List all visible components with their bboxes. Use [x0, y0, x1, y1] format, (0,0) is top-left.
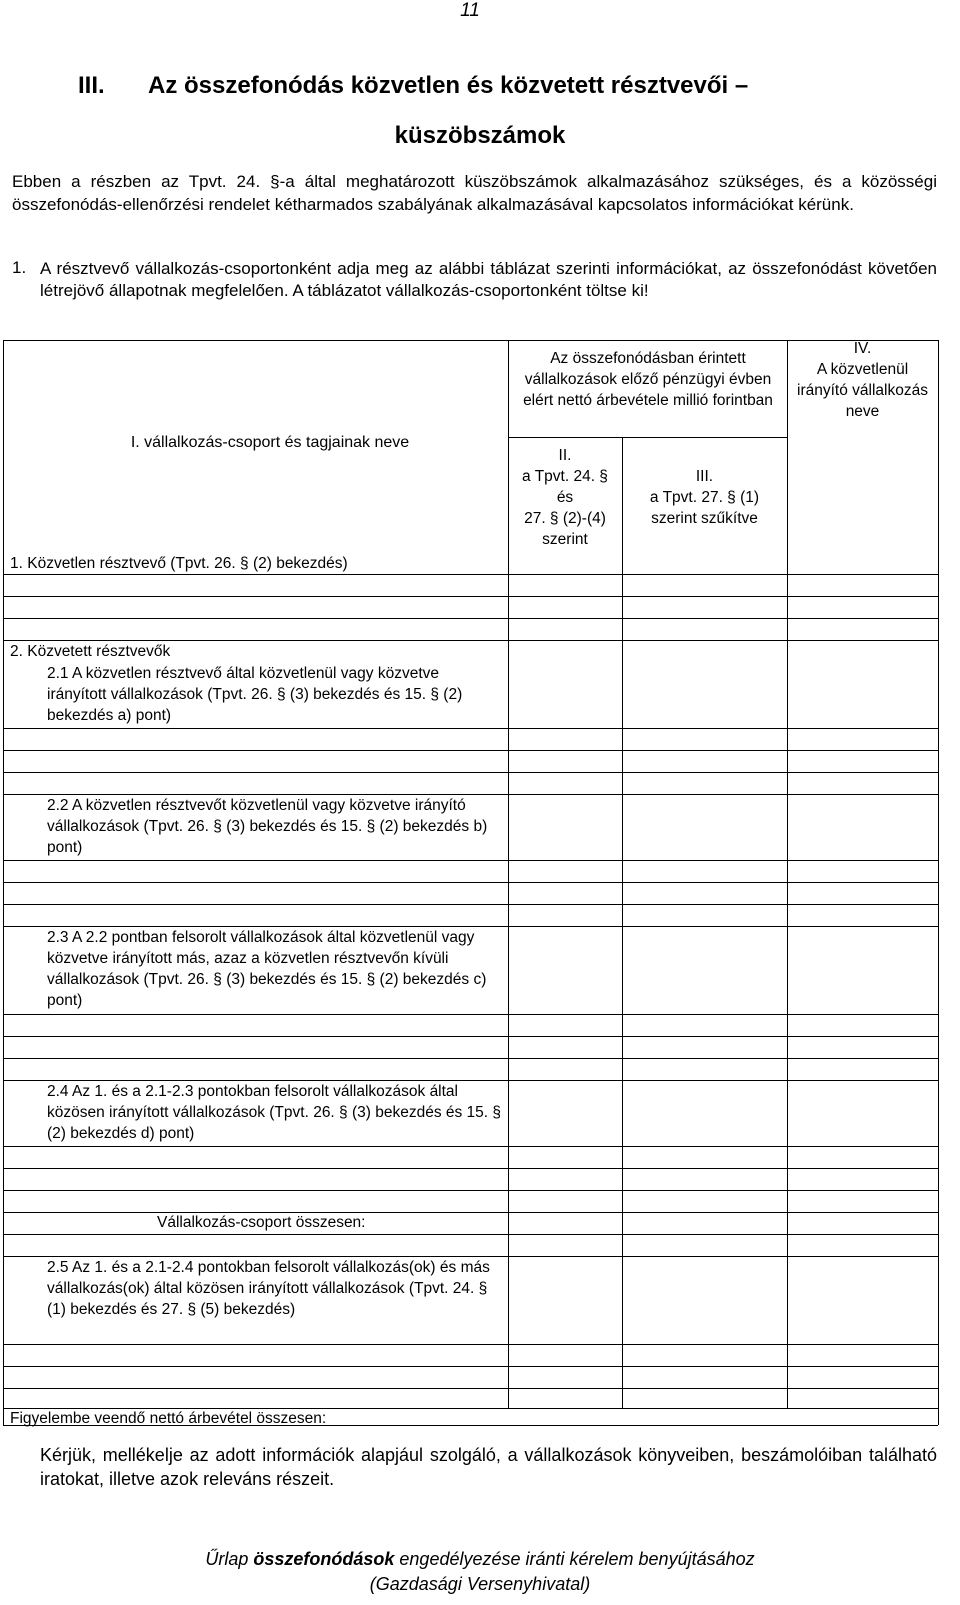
section-number: III.	[78, 72, 105, 99]
footer-line1	[0, 1547, 960, 1571]
question-number: 1.	[12, 258, 27, 277]
row-2-4: 2.4 Az 1. és a 2.1-2.3 pontokban felsorolt vállalkozások által közösen irányított vállalkozások (Tpvt. 26. § (3) bekezdés és 15. § (2) bekezdés d) pont)	[47, 1083, 502, 1142]
row-2-2: 2.2 A közvetlen résztvevőt közvetlenül vagy közvetve irányító vállalkozások (Tpvt. 26. § (3) bekezdés és 15. § (2) bekezdés b) pont)	[47, 797, 488, 856]
footer-prefix: Űrlap	[205, 1549, 254, 1569]
section-title: Az összefonódás közvetlen és közvetett résztvevői –	[148, 72, 749, 99]
row-2-1: 2.1 A közvetlen résztvevő által közvetlenül vagy közvetve irányított vállalkozások (Tpvt. 26. § (3) bekezdés és 15. § (2) bekezdés a) pont)	[47, 665, 463, 724]
page-number: 11	[460, 0, 480, 21]
group-total-label: Vállalkozás-csoport összesen:	[157, 1214, 366, 1231]
attachment-note: Kérjük, mellékelje az adott információk alapjául szolgáló, a vállalkozások könyveiben, beszámolóiban található iratokat, illetve azok releváns részeit.	[40, 1445, 937, 1489]
question-text: A résztvevő vállalkozás-csoportonként adja meg az alábbi táblázat szerinti információkat, az összefonódást követően létrejövő állapotnak megfelelően. A táblázatot vállalkozás-csoportonként töltse ki!	[40, 259, 937, 300]
row-2-3: 2.3 A 2.2 pontban felsorolt vállalkozások által közvetlenül vagy közvetve irányított más, azaz a közvetlen résztvevőn kívüli vállalkozások (Tpvt. 26. § (3) bekezdés és 15. § (2) bekezdés c) pont)	[47, 929, 487, 1009]
footer-bold: összefonódások	[253, 1549, 395, 1569]
revenue-header: Az összefonódásban érintett vállalkozások előző pénzügyi évben elért nettó árbevétele millió forintban	[523, 350, 773, 409]
grand-total-label: Figyelembe veendő nettó árbevétel összesen:	[10, 1410, 327, 1427]
intro-paragraph: Ebben a részben az Tpvt. 24. §-a által meghatározott küszöbszámok alkalmazásához szükséges, és a közösségi összefonódás-ellenőrzési rendelet kétharmados szabályának alkalmazásával kapcsolatos információkat kérünk.	[12, 172, 937, 214]
col2-header: II. a Tpvt. 24. § és 27. § (2)-(4) szerint	[522, 447, 608, 548]
col4-header: IV. A közvetlenül irányító vállalkozás neve	[797, 340, 928, 420]
row-direct-participant: 1. Közvetlen résztvevő (Tpvt. 26. § (2) bekezdés)	[10, 555, 348, 572]
footer-line2: (Gazdasági Versenyhivatal)	[369, 1574, 591, 1594]
col3-header: III. a Tpvt. 27. § (1) szerint szűkítve	[649, 468, 760, 527]
col1-header: I. vállalkozás-csoport és tagjainak neve	[130, 434, 410, 451]
row-indirect-participants: 2. Közvetett résztvevők	[10, 643, 171, 660]
footer-suffix: engedélyezése iránti kérelem benyújtásához	[394, 1549, 755, 1569]
section-title-line2: küszöbszámok	[394, 122, 566, 149]
row-2-5: 2.5 Az 1. és a 2.1-2.4 pontokban felsorolt vállalkozás(ok) és más vállalkozás(ok) által közösen irányított vállalkozások (Tpvt. 24. § (1) bekezdés és 27. § (5) bekezdés)	[47, 1259, 490, 1318]
